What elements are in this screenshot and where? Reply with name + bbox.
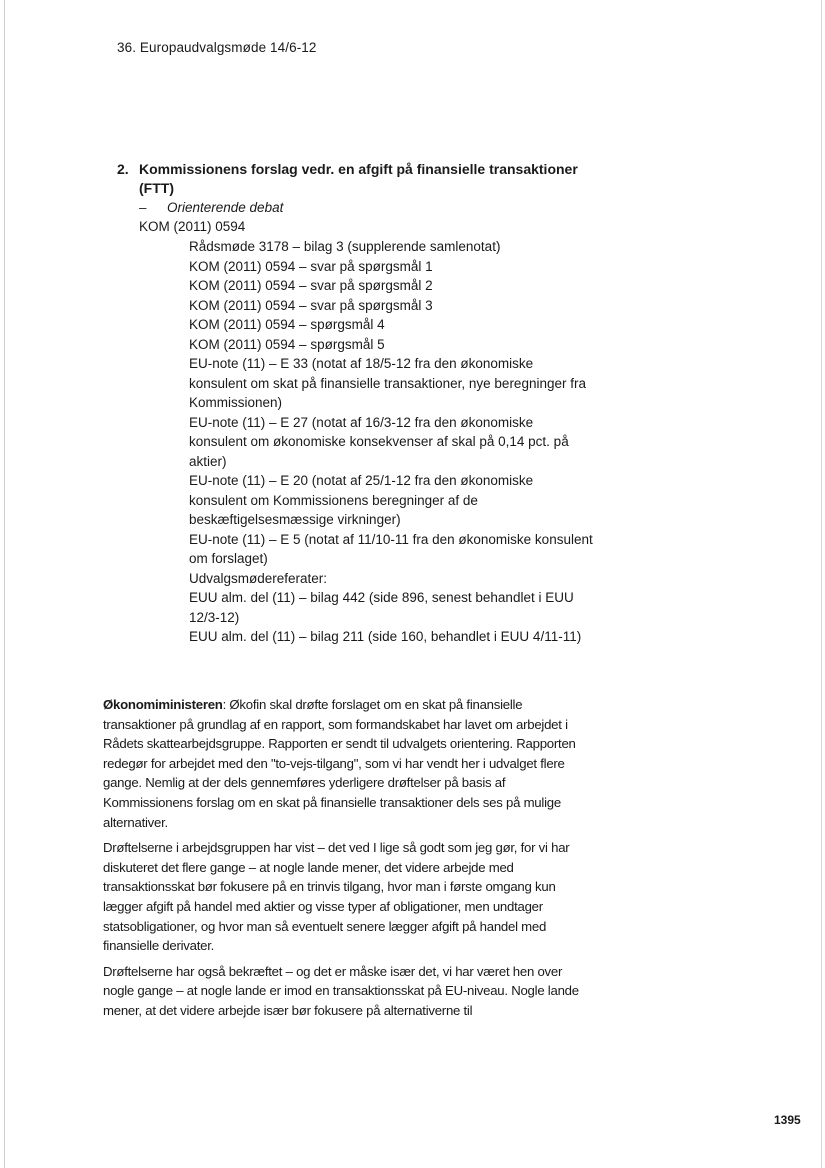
- reference-document: EU-note (11) – E 20 (notat af 25/1-12 fra den økonomiske konsulent om Kommissionens beregninger af de beskæftigelsesmæssige virkninger): [189, 473, 534, 527]
- minutes-references-label: Udvalgsmødereferater:: [189, 570, 328, 586]
- reference-document: KOM (2011) 0594 – spørgsmål 5: [189, 336, 385, 352]
- running-header: 36. Europaudvalgsmøde 14/6-12: [117, 40, 317, 55]
- reference-document: EU-note (11) – E 5 (notat af 11/10-11 fra den økonomiske konsulent om forslaget): [189, 531, 593, 566]
- scan-edge-left: [4, 0, 5, 1168]
- reference-document: KOM (2011) 0594 – svar på spørgsmål 3: [189, 297, 433, 313]
- reference-document: KOM (2011) 0594 – svar på spørgsmål 1: [189, 258, 433, 274]
- reference-document: KOM (2011) 0594 – svar på spørgsmål 2: [189, 278, 433, 293]
- reference-document: EUU alm. del (11) – bilag 211 (side 160, behandlet i EUU 4/11-11): [189, 629, 582, 644]
- agenda-item-number: 2.: [117, 161, 129, 177]
- speaker-statement: : Økofin skal drøfte forslaget om en skat på finansielle transaktioner på grundlag af en rapport, som formandskabet har lavet om arbejdet i Rådets skattearbejdsgruppe. Rapporten er sendt til udvalgets orientering. Rapporten redegør for arbejdet med den "to-vejs-tilgang", som vi har vendt her i udvalget flere gange. Nemlig at der dels gennemføres yderligere drøftelser på basis af Kommissionens forslag om en skat på finansielle transaktioner dels ses på mulige alternativer.: [103, 697, 576, 830]
- minutes-body: [103, 695, 589, 1027]
- minutes-paragraph: Drøftelserne har også bekræftet – og det er måske især det, vi har været hen over nogle gange – at nogle lande er imod en transaktionsskat på EU-niveau. Nogle lande mener, at det videre arbejde især bør fokusere på alternativerne til: [103, 963, 579, 1018]
- reference-document: KOM (2011) 0594 – spørgsmål 4: [189, 317, 385, 332]
- agenda-item-heading: Kommissionens forslag vedr. en afgift på finansielle transaktioner (FTT): [139, 161, 578, 196]
- debate-type: Orienterende debat: [167, 200, 284, 215]
- speaker-name: Økonomiministeren: [103, 697, 223, 712]
- reference-document: EU-note (11) – E 33 (notat af 18/5-12 fra den økonomiske konsulent om skat på finansielle transaktioner, nye beregninger fra Kommissionen): [189, 356, 586, 410]
- kom-reference: KOM (2011) 0594: [139, 219, 246, 234]
- reference-document: Rådsmøde 3178 – bilag 3 (supplerende samlenotat): [189, 239, 501, 254]
- agenda-item-title-row: [117, 160, 637, 198]
- debate-dash: –: [139, 200, 147, 215]
- minutes-paragraph: Drøftelserne i arbejdsgruppen har vist – det ved I lige så godt som jeg gør, for vi har diskuteret det flere gange – at nogle lande mener, det videre arbejde med transaktionsskat bør fokusere på en trinvis tilgang, hvor man i første omgang kun lægger afgift på handel med aktier og visse typer af obligationer, men undtager statsobligationer, og hvor man så eventuelt senere lægger afgift på handel med finansielle derivater.: [103, 840, 570, 954]
- reference-document: EU-note (11) – E 27 (notat af 16/3-12 fra den økonomiske konsulent om økonomiske konsekvenser af skal på 0,14 pct. på aktier): [189, 414, 569, 469]
- page-number: 1395: [774, 1113, 801, 1127]
- debate-type-line: [139, 198, 637, 217]
- reference-document: EUU alm. del (11) – bilag 442 (side 896, senest behandlet i EUU 12/3-12): [189, 590, 574, 625]
- agenda-item: [117, 160, 637, 236]
- scan-edge-right: [821, 0, 822, 1168]
- minutes-paragraph: [103, 695, 589, 832]
- reference-document-list: [189, 237, 594, 647]
